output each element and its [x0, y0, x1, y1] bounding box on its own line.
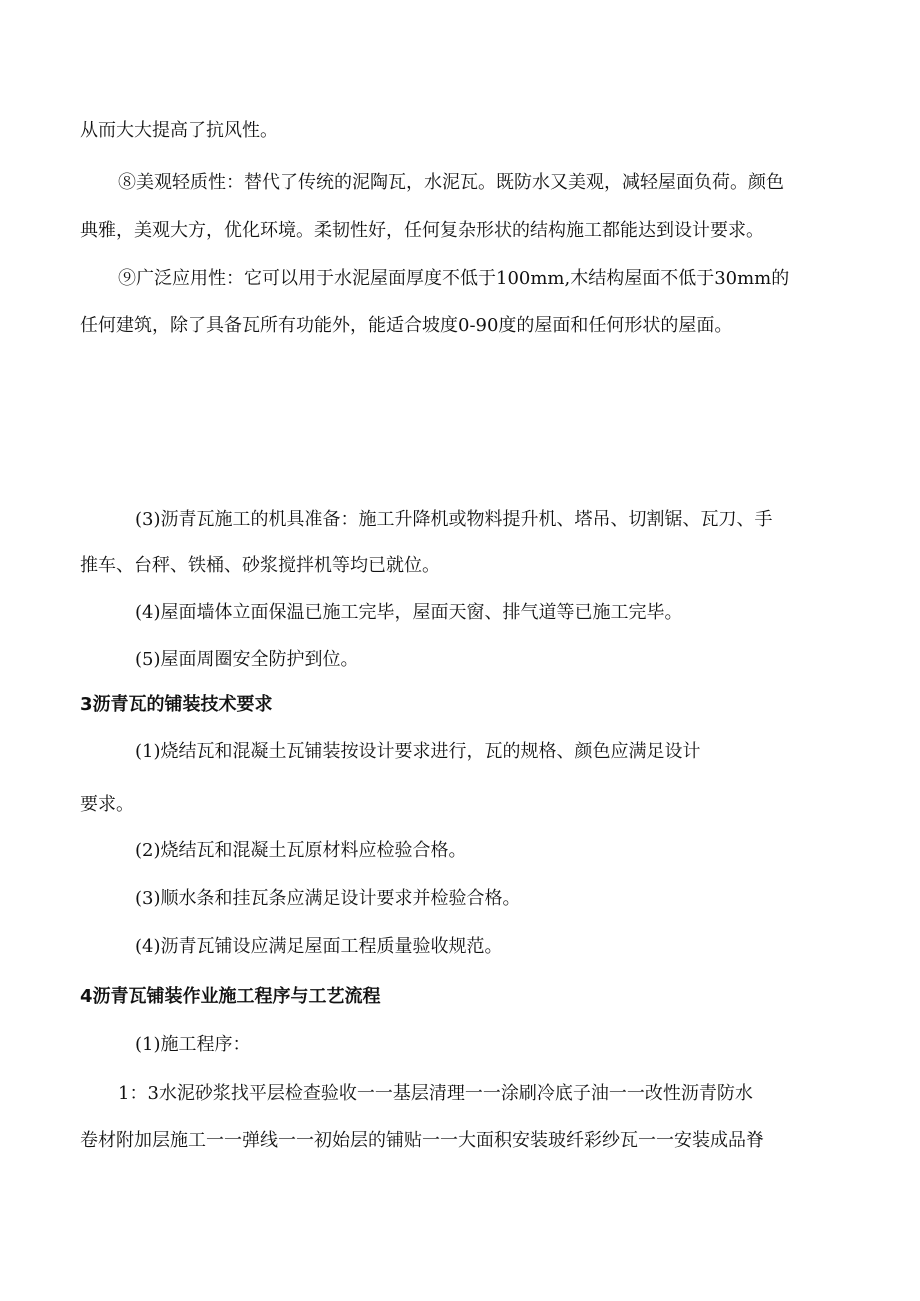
paragraph-line: (1)施工程序： — [135, 1034, 251, 1055]
paragraph-line: (4)沥青瓦铺设应满足屋面工程质量验收规范。 — [135, 936, 503, 957]
paragraph-line: 卷材附加层施工一一弹线一一初始层的铺贴一一大面积安装玻纤彩纱瓦一一安装成品脊 — [80, 1130, 764, 1151]
paragraph-line: ⑧美观轻质性：替代了传统的泥陶瓦，水泥瓦。既防水又美观，减轻屋面负荷。颜色 — [118, 172, 784, 193]
paragraph-line: (5)屋面周圈安全防护到位。 — [135, 649, 359, 670]
paragraph-line: 要求。 — [80, 794, 134, 815]
paragraph-line: (1)烧结瓦和混凝土瓦铺装按设计要求进行，瓦的规格、颜色应满足设计 — [135, 741, 701, 762]
section-heading-3: 3沥青瓦的铺装技术要求 — [80, 694, 273, 715]
section-heading-4: 4沥青瓦铺装作业施工程序与工艺流程 — [80, 986, 381, 1007]
paragraph-line: (4)屋面墙体立面保温已施工完毕，屋面天窗、排气道等已施工完毕。 — [135, 602, 683, 623]
paragraph-line: 任何建筑，除了具备瓦所有功能外，能适合坡度0-90度的屋面和任何形状的屋面。 — [80, 315, 733, 336]
paragraph-line: 从而大大提高了抗风性。 — [80, 120, 278, 141]
paragraph-line: (3)沥青瓦施工的机具准备：施工升降机或物料提升机、塔吊、切割锯、瓦刀、手 — [135, 509, 773, 530]
paragraph-line: 1：3水泥砂浆找平层检查验收一一基层清理一一涂刷冷底子油一一改性沥青防水 — [118, 1083, 753, 1104]
paragraph-line: 典雅，美观大方，优化环境。柔韧性好，任何复杂形状的结构施工都能达到设计要求。 — [80, 220, 764, 241]
paragraph-line: (2)烧结瓦和混凝土瓦原材料应检验合格。 — [135, 840, 467, 861]
paragraph-line: 推车、台秤、铁桶、砂浆搅拌机等均已就位。 — [80, 555, 440, 576]
paragraph-line: ⑨广泛应用性：它可以用于水泥屋面厚度不低于100mm,木结构屋面不低于30mm的 — [118, 268, 790, 289]
paragraph-line: (3)顺水条和挂瓦条应满足设计要求并检验合格。 — [135, 888, 521, 909]
